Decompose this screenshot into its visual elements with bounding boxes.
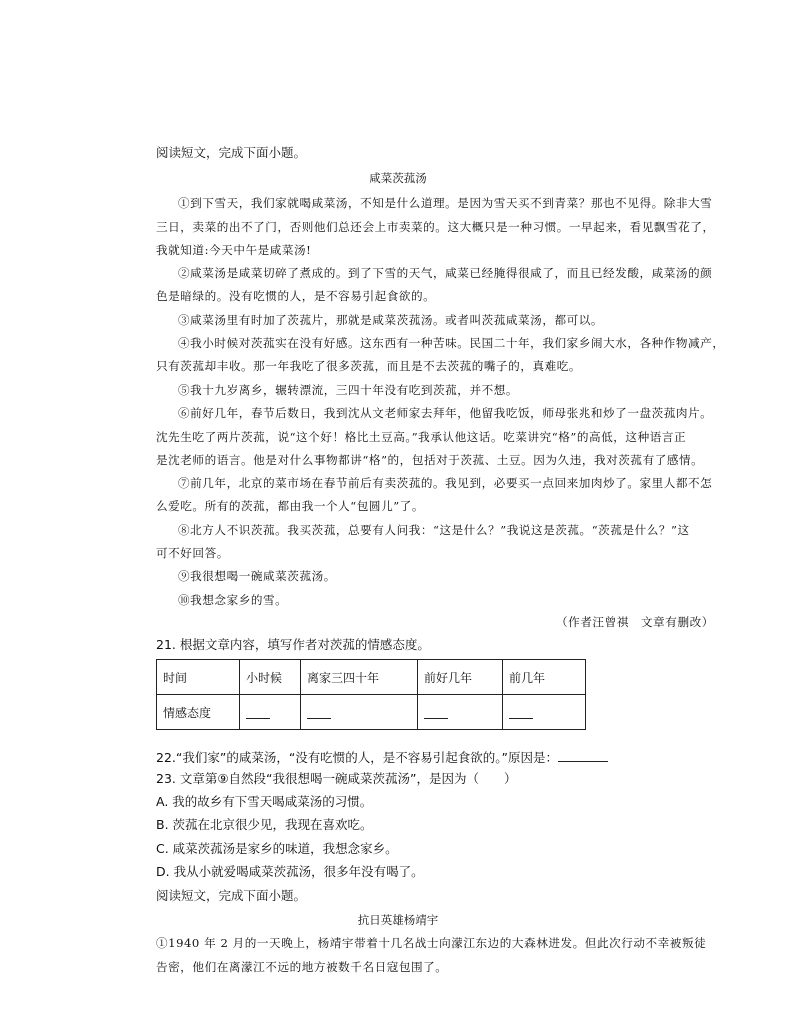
section2-intro: 阅读短文，完成下面小题。 <box>156 888 307 903</box>
table-header-row <box>157 660 586 695</box>
table-row <box>157 695 586 730</box>
section1-intro: 阅读短文，完成下面小题。 <box>156 145 307 160</box>
paragraph-line: 可不好回答。 <box>156 546 229 560</box>
paragraph-line: 三日，卖菜的出不了门，否则他们总还会上市卖菜的。这大概只是一种习惯。一早起来，看见飘雪花了， <box>156 220 715 234</box>
question-22-text: 22.“我们家”的咸菜汤，“没有吃惯的人，是不容易引起食欲的。”原因是： <box>156 750 559 765</box>
paragraph-line: 沈先生吃了两片茨菰，说“这个好！格比土豆高。”我承认他这话。吃菜讲究“格”的高低，这种语言正 <box>156 430 687 444</box>
paragraph-line: 告密，他们在离濛江不远的地方被数千名日寇包围了。 <box>156 960 448 974</box>
paragraph-line: 只有茨菰却丰收。那一年我吃了很多茨菰，而且是不去茨菰的嘴子的，真难吃。 <box>156 359 582 373</box>
answer-blank-cell[interactable] <box>240 695 301 730</box>
paragraph-line: ⑤我十九岁离乡，辗转漂流，三四十年没有吃到茨菰，并不想。 <box>178 383 519 397</box>
paragraph-line: 么爱吃。所有的茨菰，都由我一个人“包圆儿”了。 <box>156 499 424 513</box>
table-header-cell: 时间 <box>157 660 240 695</box>
paragraph-line: ⑧北方人不识茨菰。我买茨菰，总要有人问我：“这是什么？”我说这是茨菰。“茨菰是什么？”这 <box>178 523 690 537</box>
option-c[interactable]: C. 咸菜茨菰汤是家乡的味道，我想念家乡。 <box>156 841 398 856</box>
section2-title: 抗日英雄杨靖宇 <box>357 913 439 927</box>
option-d[interactable]: D. 我从小就爱喝咸菜茨菰汤，很多年没有喝了。 <box>156 864 424 879</box>
paragraph-line: ⑦前几年，北京的菜市场在春节前后有卖茨菰的。我见到，必要买一点回来加肉炒了。家里人都不怎 <box>178 476 713 490</box>
paragraph-line: ②咸菜汤是咸菜切碎了煮成的。到了下雪的天气，咸菜已经腌得很咸了，而且已经发酸，咸菜汤的颜 <box>178 266 713 280</box>
question-23: 23. 文章第⑨自然段“我很想喝一碗咸菜茨菰汤”，是因为（ ） <box>156 771 517 786</box>
answer-blank[interactable] <box>424 717 448 719</box>
answer-blank-cell[interactable] <box>301 695 418 730</box>
paragraph-line: 是沈老师的语言。他是对什么事物都讲“格”的，包括对于茨菰、土豆。因为久违，我对茨菰有了感情。 <box>156 453 704 467</box>
paragraph-line: ⑥前好几年，春节后数日，我到沈从文老师家去拜年，他留我吃饭，师母张兆和炒了一盘茨菰肉片。 <box>178 406 713 420</box>
paragraph-line: ⑩我想念家乡的雪。 <box>178 593 288 607</box>
table-header-cell: 离家三四十年 <box>301 660 418 695</box>
table-row-label: 情感态度 <box>157 695 240 730</box>
paragraph-line: ①到下雪天，我们家就喝咸菜汤，不知是什么道理。是因为雪天买不到青菜？那也不见得。除非大雪 <box>178 196 713 210</box>
paragraph-line: ①1940 年 2 月的一天晚上，杨靖宇带着十几名战士向濛江东边的大森林进发。但此次行动不幸被叛徒 <box>156 936 707 950</box>
option-a[interactable]: A. 我的故乡有下雪天喝咸菜汤的习惯。 <box>156 794 373 809</box>
author-note: （作者汪曾祺 文章有删改） <box>556 615 714 629</box>
answer-blank-cell[interactable] <box>503 695 586 730</box>
table-header-cell: 前几年 <box>503 660 586 695</box>
paragraph-line: 我就知道:今天中午是咸菜汤! <box>156 243 312 257</box>
answer-blank[interactable] <box>307 717 331 719</box>
answer-blank-cell[interactable] <box>418 695 503 730</box>
paragraph-line: ③咸菜汤里有时加了茨菰片，那就是咸菜茨菰汤。或者叫茨菰咸菜汤，都可以。 <box>178 313 604 327</box>
table-header-cell: 小时候 <box>240 660 301 695</box>
paragraph-line: ⑨我很想喝一碗咸菜茨菰汤。 <box>178 569 336 583</box>
answer-blank[interactable] <box>509 717 533 719</box>
paragraph-line: 色是暗绿的。没有吃惯的人，是不容易引起食欲的。 <box>156 289 436 303</box>
table-header-cell: 前好几年 <box>418 660 503 695</box>
answer-blank[interactable] <box>558 749 608 762</box>
emotion-table <box>156 659 586 730</box>
question-21: 21. 根据文章内容，填写作者对茨菰的情感态度。 <box>156 637 430 652</box>
paragraph-line: ④我小时候对茨菰实在没有好感。这东西有一种苦味。民国二十年，我们家乡闹大水，各种作物减产， <box>178 336 725 350</box>
answer-blank[interactable] <box>246 717 270 719</box>
question-22 <box>156 749 608 765</box>
section1-title: 咸菜茨菰汤 <box>369 171 427 185</box>
option-b[interactable]: B. 茨菰在北京很少见，我现在喜欢吃。 <box>156 817 373 832</box>
